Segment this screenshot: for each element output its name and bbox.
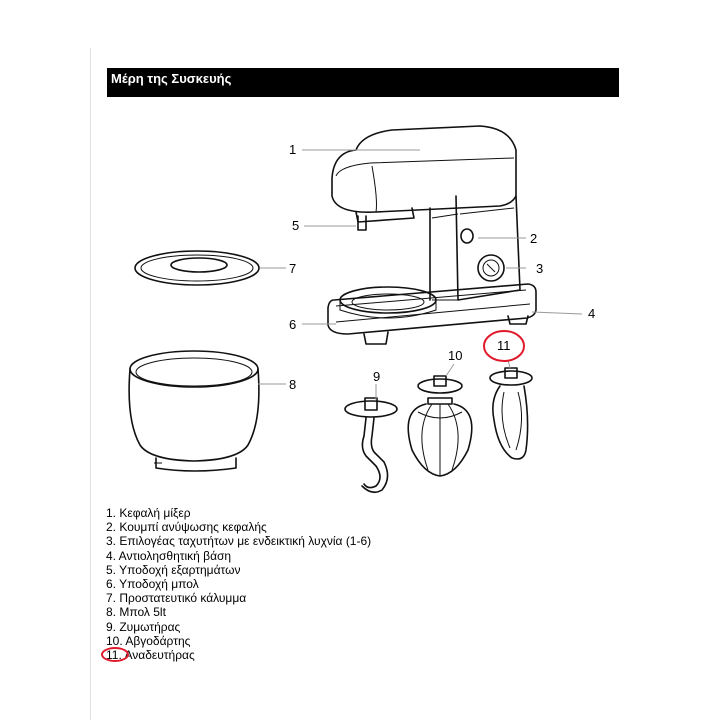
callout-8: 8	[289, 377, 297, 392]
flat-beater-illustration	[490, 368, 532, 459]
list-item: 6. Υποδοχή μπολ	[106, 577, 199, 592]
list-item: 9. Ζυμωτήρας	[106, 619, 181, 634]
callout-10: 10	[448, 348, 463, 363]
callout-3: 3	[536, 261, 544, 276]
list-item: 11. Αναδευτήρας	[106, 648, 195, 663]
splash-guard-illustration	[135, 251, 259, 285]
parts-list	[106, 506, 371, 662]
callout-11: 11	[497, 338, 511, 353]
list-item: 5. Υποδοχή εξαρτημάτων	[106, 562, 241, 577]
list-item: 2. Κουμπί ανύψωσης κεφαλής	[106, 520, 267, 535]
list-item: 7. Προστατευτικό κάλυμμα	[106, 591, 247, 606]
mixing-bowl-illustration	[129, 351, 259, 471]
whisk-illustration	[408, 376, 472, 476]
callout-2: 2	[530, 231, 538, 246]
callout-labels	[289, 142, 595, 392]
callout-5: 5	[292, 218, 300, 233]
list-item: 4. Αντιολησθητική βάση	[106, 548, 232, 563]
list-item: 3. Επιλογέας ταχυτήτων με ενδεικτική λυχνία (1-6)	[106, 534, 372, 549]
section-header: Μέρη της Συσκευής	[107, 68, 619, 97]
list-item: 8. Μπολ 5lt	[106, 605, 166, 620]
callout-1: 1	[289, 142, 297, 157]
callout-4: 4	[588, 306, 596, 321]
dough-hook-illustration	[345, 398, 397, 492]
callout-7: 7	[289, 261, 297, 276]
callout-leader-lines	[258, 150, 582, 400]
list-item-11-highlight	[101, 647, 129, 662]
stand-mixer-illustration	[328, 126, 536, 344]
list-item: 10. Αβγοδάρτης	[106, 633, 191, 648]
callout-9: 9	[373, 369, 381, 384]
callout-6: 6	[289, 317, 297, 332]
list-item: 1. Κεφαλή μίξερ	[106, 506, 191, 520]
